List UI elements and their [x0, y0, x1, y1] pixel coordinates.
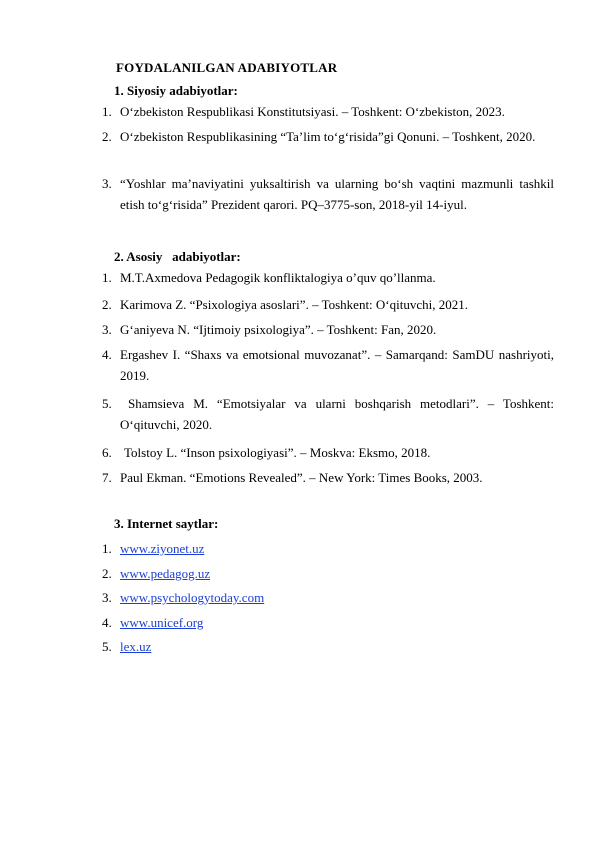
list-item-text: Ergashev I. “Shaxs va emotsional muvozanat”. – Samarqand: SamDU nashriyoti, 2019. [120, 347, 554, 383]
list-item-text: Karimova Z. “Psixologiya asoslari”. – Toshkent: O‘qituvchi, 2021. [120, 297, 468, 312]
list-item [102, 101, 554, 122]
list-item-text: G‘aniyeva N. “Ijtimoiy psixologiya”. – Toshkent: Fan, 2020. [120, 322, 437, 337]
list-item [102, 612, 554, 633]
list-item [102, 173, 554, 215]
list-item [102, 294, 554, 315]
list-item [102, 467, 554, 488]
list-item [102, 538, 554, 559]
section-heading-websites: 3. Internet saytlar: [114, 516, 219, 531]
list-item [102, 126, 554, 147]
list-item-text: O‘zbekiston Respublikasi Konstitutsiyasi. – Toshkent: O‘zbekiston, 2023. [120, 104, 505, 119]
list-item-text: “Yoshlar ma’naviyatini yuksaltirish va ularning bo‘sh vaqtini mazmunli tashkil etish to‘g‘risida” Prezident qarori. PQ–3775-son, 2018-yil 14-iyul. [120, 176, 554, 212]
list-item-number: 1. [102, 270, 112, 285]
list-item-number: 7. [102, 470, 112, 485]
list-item-number: 5. [102, 639, 112, 654]
list-item [102, 267, 554, 288]
link-ziyonet[interactable]: www.ziyonet.uz [120, 541, 205, 556]
list-item-number: 2. [102, 297, 112, 312]
list-item-number: 1. [102, 541, 112, 556]
link-lex[interactable]: lex.uz [120, 639, 152, 654]
list-item-number: 3. [102, 590, 112, 605]
list-item [102, 636, 554, 657]
list-item-number: 4. [102, 615, 112, 630]
list-item-number: 4. [102, 347, 112, 362]
list-item-text: Paul Ekman. “Emotions Revealed”. – New York: Times Books, 2003. [120, 470, 483, 485]
list-item-text: O‘zbekiston Respublikasining “Ta’lim to‘g‘risida”gi Qonuni. – Toshkent, 2020. [120, 129, 536, 144]
list-item-number: 5. [102, 396, 112, 411]
list-item [102, 563, 554, 584]
list-item-text: Tolstoy L. “Inson psixologiyasi”. – Moskva: Eksmo, 2018. [124, 445, 431, 460]
list-item-number: 3. [102, 322, 112, 337]
list-item-number: 6. [102, 445, 112, 460]
list-item-number: 3. [102, 176, 112, 191]
link-psychologytoday[interactable]: www.psychologytoday.com [120, 590, 265, 605]
section-heading-political: 1. Siyosiy adabiyotlar: [114, 83, 238, 98]
list-item [102, 587, 554, 608]
list-item [102, 344, 554, 386]
list-item [102, 393, 554, 435]
list-item [102, 442, 554, 463]
list-item-text: M.T.Axmedova Pedagogik konfliktalogiya o’quv qo’llanma. [120, 270, 436, 285]
list-item-number: 1. [102, 104, 112, 119]
list-item-text: Shamsieva M. “Emotsiyalar va ularni boshqarish metodlari”. – Toshkent: O‘qituvchi, 2020. [120, 396, 554, 432]
list-item-number: 2. [102, 566, 112, 581]
section-heading-main: 2. Asosiy adabiyotlar: [114, 249, 241, 264]
list-item-number: 2. [102, 129, 112, 144]
link-unicef[interactable]: www.unicef.org [120, 615, 204, 630]
page-title: FOYDALANILGAN ADABIYOTLAR [116, 60, 338, 75]
list-item [102, 319, 554, 340]
link-pedagog[interactable]: www.pedagog.uz [120, 566, 211, 581]
